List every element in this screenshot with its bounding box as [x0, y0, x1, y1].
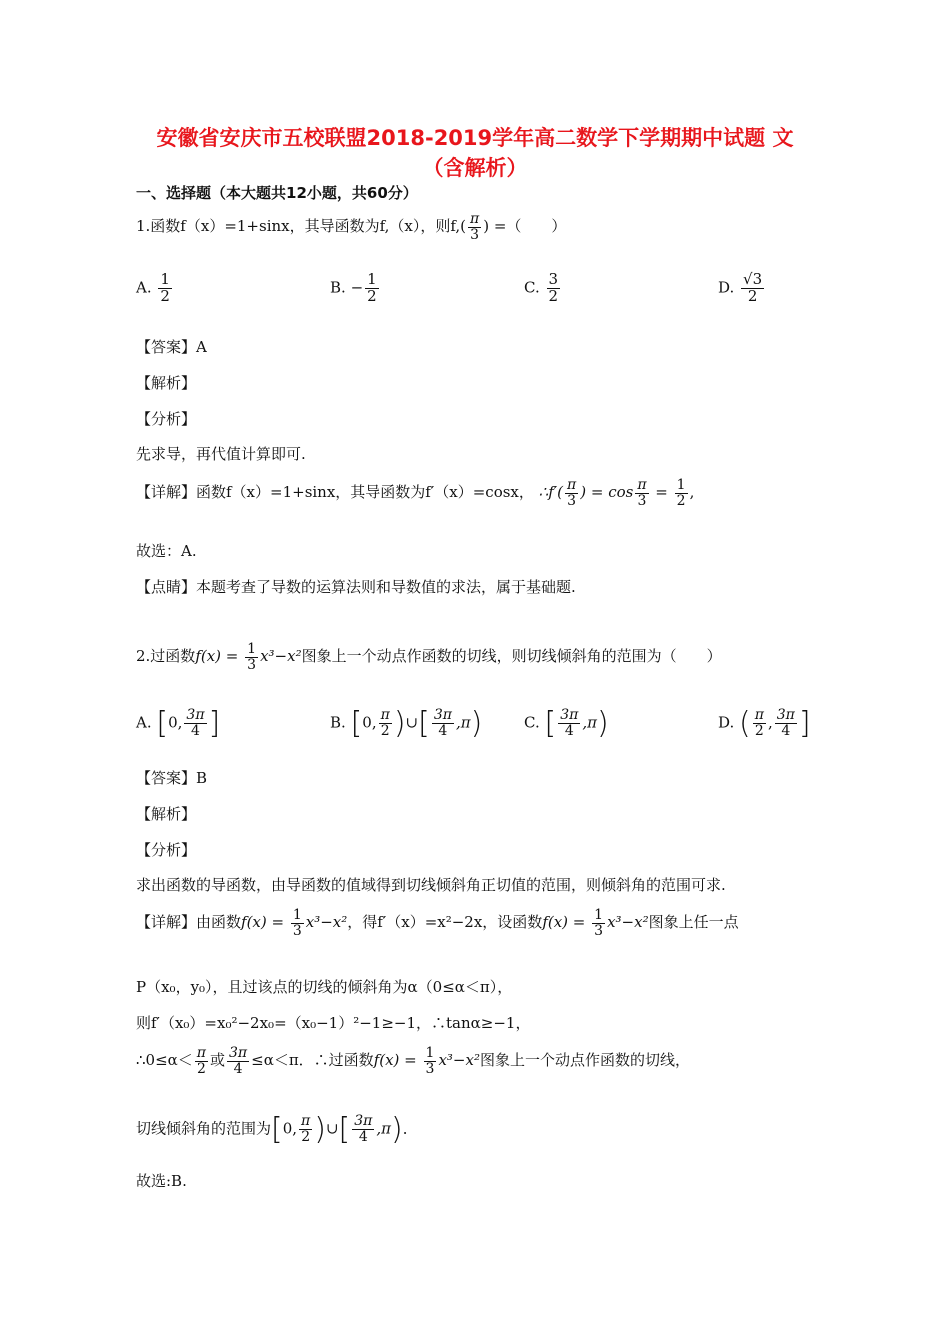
- q2-detail5-tail: ．: [402, 1119, 418, 1138]
- q1-detail-fprime: ∴f′(: [538, 483, 564, 502]
- q2-fenxi-heading: 【分析】: [136, 841, 197, 859]
- q1-option-c-label: C.: [524, 278, 540, 297]
- q1-detail-cos: ) = cos: [580, 483, 634, 502]
- q2-detail5-frac2-den: 4: [358, 1129, 368, 1145]
- q2-detail5-frac1-num: π: [301, 1113, 311, 1130]
- q2-detail5-frac1: [299, 1114, 312, 1144]
- q1-option-b-label: B.: [330, 278, 346, 297]
- q2-detail4-frac3-den: 3: [425, 1060, 435, 1077]
- q2-option-d-frac1: [753, 708, 766, 738]
- q2-option-d-rbracket: ]: [798, 706, 811, 741]
- page-subtitle: （含解析）: [422, 156, 528, 180]
- q1-option-d-label: D.: [718, 278, 735, 297]
- q1-stem-tail: ) =（ ）: [483, 217, 567, 236]
- q2-detail1-frac-den: 3: [292, 922, 302, 939]
- q2-detail4-frac2: [227, 1046, 249, 1076]
- q2-stem-function: f(x) =: [195, 647, 244, 666]
- q1-analysis-heading: 【解析】: [136, 374, 197, 392]
- q2-option-c-frac-num: 3π: [560, 707, 579, 724]
- q2-option-d-label: D.: [718, 713, 735, 732]
- q2-stem-poly: x³−x²: [260, 647, 302, 666]
- q2-detail4-frac2-num: 3π: [229, 1045, 248, 1061]
- q1-stem-frac-num: π: [470, 211, 480, 227]
- q2-detail5-lbracket1: [: [271, 1112, 283, 1147]
- q2-detail4-frac1-den: 2: [196, 1060, 206, 1077]
- q2-detail5-pi: ,π: [376, 1119, 392, 1138]
- q1-detail-frac1: [565, 478, 578, 508]
- q1-detail-frac1-num: π: [567, 477, 577, 493]
- q2-option-b-frac1-num: π: [380, 707, 390, 724]
- q2-option-d: [718, 706, 811, 741]
- q1-option-c-den: 2: [548, 286, 559, 305]
- q1-option-a-fraction: [158, 272, 172, 305]
- q2-detail-line1: [136, 908, 739, 938]
- q1-fenxi-text: 先求导，再代值计算即可.: [136, 445, 306, 463]
- q2-option-b-lbracket2: [: [418, 706, 430, 741]
- q1-option-d-fraction: [741, 272, 764, 305]
- q2-detail5-lbracket2: [: [338, 1112, 351, 1147]
- q2-detail5-rparen1: ): [314, 1112, 326, 1147]
- q2-option-c-frac-den: 4: [564, 723, 574, 739]
- q2-stem-frac-den: 3: [247, 656, 257, 673]
- q2-option-b-frac2-den: 4: [438, 723, 448, 739]
- q2-option-d-lparen: (: [739, 706, 751, 741]
- q2-detail1-function: f(x) =: [241, 913, 289, 932]
- q2-option-a-frac-den: 4: [191, 723, 200, 739]
- question-2-stem: [136, 642, 722, 672]
- q2-stem-text: 图象上一个动点作函数的切线，则切线倾斜角的范围为（ ）: [301, 647, 722, 666]
- q2-detail1-tail: 图象上任一点: [648, 913, 739, 932]
- question-1-stem: [136, 212, 566, 242]
- q2-detail5-union: ∪: [325, 1119, 339, 1138]
- q1-stem-frac-den: 3: [470, 226, 480, 243]
- q2-option-c: [524, 706, 609, 741]
- q2-detail1-function2: f(x) =: [542, 913, 591, 932]
- q1-detail-text: 【详解】函数f（x）=1+sinx，其导函数为f′（x）=cosx，: [136, 483, 534, 502]
- q1-option-b-num: 1: [367, 270, 377, 288]
- q2-detail5-frac1-den: 2: [301, 1129, 311, 1145]
- q2-detail4-mid: ≤α＜π．∴过函数: [251, 1051, 374, 1070]
- q2-option-b-union: ∪: [405, 713, 419, 732]
- q2-detail-line3: 则f′（x₀）=x₀²−2x₀=（x₀−1）²−1≥−1，∴tanα≥−1，: [136, 1014, 531, 1032]
- q1-option-c-fraction: [547, 272, 561, 305]
- q1-detail-frac2-den: 3: [637, 492, 647, 509]
- q2-option-b-label: B.: [330, 713, 346, 732]
- q2-option-b-lbracket1: [: [350, 706, 363, 741]
- q2-option-c-label: C.: [524, 713, 540, 732]
- q2-option-a: [136, 706, 220, 741]
- q2-detail4-or: 或: [210, 1051, 226, 1070]
- q1-detail-frac1-den: 3: [567, 492, 577, 509]
- q2-detail4-tail: 图象上一个动点作函数的切线，: [479, 1051, 690, 1070]
- q2-detail4-frac3: [424, 1046, 437, 1076]
- q1-option-b-fraction: [365, 272, 379, 305]
- q2-detail-line5: [136, 1112, 418, 1147]
- q2-detail1-frac2: [592, 908, 605, 938]
- q1-detail-frac3-den: 2: [676, 492, 686, 509]
- q1-detail-equals: =: [650, 483, 673, 502]
- q2-detail1-frac2-den: 3: [594, 922, 604, 939]
- q1-option-c-num: 3: [548, 270, 559, 288]
- q1-option-a-label: A.: [136, 278, 152, 297]
- q2-option-d-frac1-den: 2: [754, 723, 764, 739]
- q2-fenxi-text: 求出函数的导函数，由导函数的值域得到切线倾斜角正切值的范围，则倾斜角的范围可求.: [136, 876, 726, 894]
- q2-option-b-zero: 0,: [362, 713, 377, 732]
- q1-stem-text: 1.函数f（x）=1+sinx，其导函数为f,（x），则f,(: [136, 217, 467, 236]
- q2-option-d-frac2-num: 3π: [776, 707, 795, 724]
- q1-choose: 故选：A.: [136, 542, 197, 560]
- q2-option-b-frac2-num: 3π: [433, 707, 452, 724]
- q2-detail5-zero: 0,: [282, 1119, 298, 1138]
- q2-option-b-pi: ,π: [455, 713, 471, 732]
- q2-detail4-poly: x³−x²: [438, 1051, 480, 1070]
- q2-option-a-frac-num: 3π: [186, 707, 205, 724]
- q2-option-a-label: A.: [136, 713, 152, 732]
- q2-detail-line2: P（x₀，y₀），且过该点的切线的倾斜角为α（0≤α＜π），: [136, 978, 513, 996]
- q1-option-b-sign: −: [350, 278, 364, 297]
- q2-choose: 故选:B.: [136, 1172, 187, 1190]
- q1-option-a-den: 2: [160, 286, 170, 305]
- q2-option-b: [330, 706, 482, 741]
- q2-stem-prefix: 2.过函数: [136, 647, 196, 666]
- q1-detail-frac2: [635, 478, 648, 508]
- q2-detail4-frac3-num: 1: [425, 1045, 435, 1061]
- page-title: 安徽省安庆市五校联盟2018-2019学年高二数学下学期期中试题 文: [156, 126, 794, 150]
- q2-option-d-frac2-den: 4: [781, 723, 791, 739]
- q2-detail1-mid: ，得f′（x）=x²−2x，设函数: [347, 913, 543, 932]
- q2-detail1-frac2-num: 1: [594, 907, 604, 923]
- q2-option-d-frac2: [775, 708, 797, 738]
- q2-analysis-heading: 【解析】: [136, 805, 197, 823]
- q2-detail1-poly2: x³−x²: [607, 913, 649, 932]
- q2-detail5-rparen2: ): [391, 1112, 403, 1147]
- q1-detail-frac3-num: 1: [676, 477, 686, 493]
- q2-detail5-frac2-num: 3π: [354, 1113, 373, 1130]
- q2-detail1-frac: [291, 908, 304, 938]
- q2-detail1-poly: x³−x²: [305, 913, 348, 932]
- q2-detail-line4: [136, 1046, 690, 1076]
- q2-option-c-rparen: ): [596, 706, 609, 741]
- q2-option-b-frac2: [432, 708, 454, 738]
- q1-option-c: [524, 272, 562, 305]
- q2-detail1-prefix: 【详解】由函数: [136, 913, 242, 932]
- q2-option-c-frac: [558, 708, 580, 738]
- q2-option-a-zero: 0,: [168, 713, 183, 732]
- q2-detail5-frac2: [352, 1114, 374, 1144]
- q2-option-c-pi: ,π: [582, 713, 597, 732]
- q1-detail-frac2-num: π: [637, 477, 647, 493]
- q2-stem-frac: [245, 642, 258, 672]
- q2-option-c-lbracket: [: [544, 706, 557, 741]
- q1-option-d: [718, 272, 766, 305]
- q1-option-d-num: √3: [743, 270, 763, 288]
- q2-detail4-frac1: [195, 1046, 208, 1076]
- q1-stem-fraction: [468, 212, 481, 242]
- q2-option-a-lbracket: [: [156, 706, 169, 741]
- q2-detail4-prefix: ∴0≤α＜: [136, 1051, 193, 1070]
- q1-comment: 【点睛】本题考查了导数的运算法则和导数值的求法，属于基础题.: [136, 578, 576, 596]
- q2-answer: 【答案】B: [136, 769, 208, 787]
- q1-option-b: [330, 272, 381, 305]
- q2-detail5-prefix: 切线倾斜角的范围为: [136, 1119, 272, 1138]
- q2-detail1-frac-num: 1: [292, 907, 302, 923]
- q1-fenxi-heading: 【分析】: [136, 410, 197, 428]
- q2-detail4-frac1-num: π: [196, 1045, 206, 1061]
- q2-option-a-rbracket: ]: [208, 706, 221, 741]
- q2-option-b-frac1-den: 2: [380, 723, 390, 739]
- q1-detail: [136, 478, 694, 508]
- section-heading: 一、选择题（本大题共12小题，共60分）: [136, 184, 418, 202]
- q2-detail4-frac2-den: 4: [233, 1060, 243, 1077]
- q1-option-d-den: 2: [747, 286, 758, 305]
- q1-option-a-num: 1: [160, 270, 170, 288]
- q1-answer: 【答案】A: [136, 338, 207, 356]
- q2-stem-frac-num: 1: [247, 641, 257, 657]
- q1-option-a: [136, 272, 174, 305]
- q2-option-b-rparen1: ): [393, 706, 406, 741]
- q2-option-d-comma: ,: [767, 713, 773, 732]
- q2-option-d-frac1-num: π: [754, 707, 764, 724]
- q1-detail-comma: ,: [689, 483, 695, 502]
- q2-detail4-function: f(x) =: [373, 1051, 422, 1070]
- q1-option-b-den: 2: [367, 286, 377, 305]
- q2-option-a-frac: [184, 708, 206, 738]
- q1-detail-frac3: [675, 478, 688, 508]
- q2-option-b-rparen2: ): [470, 706, 483, 741]
- q2-option-b-frac1: [379, 708, 392, 738]
